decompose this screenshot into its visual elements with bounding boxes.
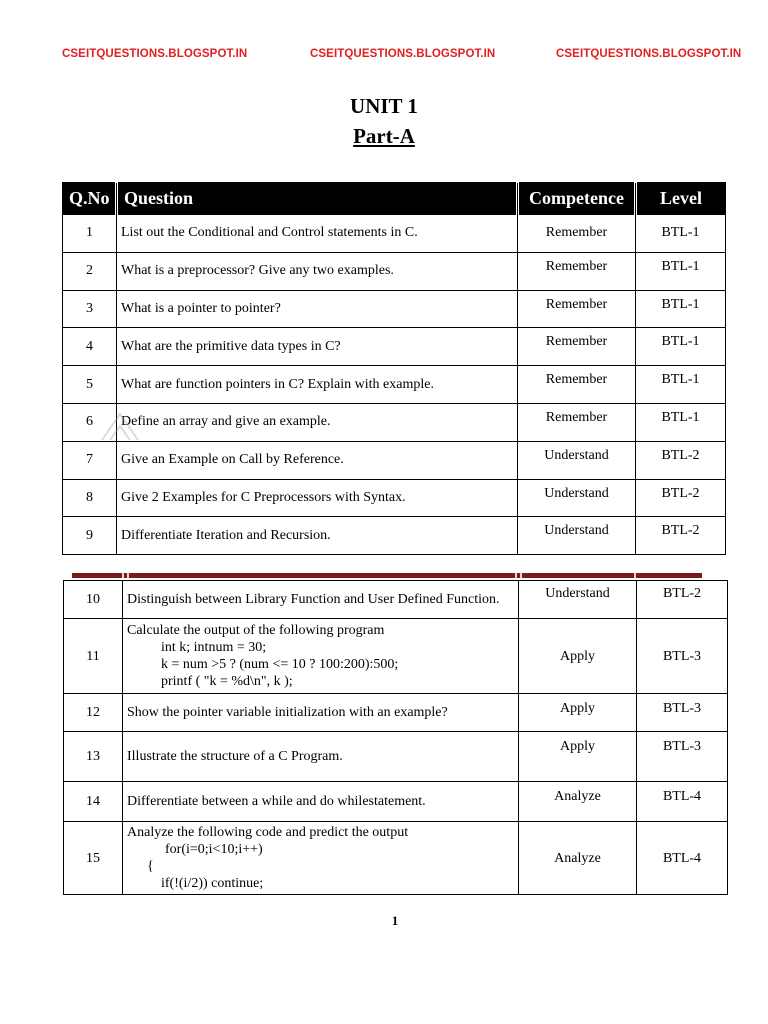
competence-cell: Remember [518, 328, 636, 366]
table-row [63, 479, 726, 517]
table-row [63, 215, 726, 253]
question-cell [123, 782, 519, 822]
question-text: What are function pointers in C? Explain with example. [117, 366, 518, 404]
question-text: Give an Example on Call by Reference. [117, 441, 518, 479]
page-number: 1 [391, 913, 399, 928]
header-question: Question [117, 183, 518, 215]
question-text: Analyze the following code and predict the output [127, 825, 409, 840]
question-text: Differentiate between a while and do whilestatement. [127, 794, 426, 809]
level-cell: BTL-1 [636, 290, 726, 328]
question-number: 14 [64, 782, 123, 822]
unit-title: UNIT 1 [350, 94, 418, 118]
competence-cell: Apply [519, 619, 637, 694]
question-number: 15 [64, 822, 123, 895]
question-text: Define an array and give an example. [117, 403, 518, 441]
competence-cell: Analyze [519, 782, 637, 822]
level-cell: BTL-2 [636, 479, 726, 517]
competence-cell: Analyze [519, 822, 637, 895]
level-cell: BTL-1 [636, 403, 726, 441]
question-text: Illustrate the structure of a C Program. [127, 749, 343, 764]
header-link[interactable]: CSEITQUESTIONS.BLOGSPOT.IN [556, 48, 742, 60]
questions-table-part1 [62, 182, 726, 555]
competence-cell: Apply [519, 732, 637, 782]
table-row [64, 581, 728, 619]
competence-cell: Remember [518, 215, 636, 253]
header-qno: Q.No [63, 183, 117, 215]
table-row [64, 782, 728, 822]
level-cell: BTL-2 [637, 581, 728, 619]
level-cell: BTL-1 [636, 215, 726, 253]
competence-cell: Remember [518, 366, 636, 404]
header-link[interactable]: CSEITQUESTIONS.BLOGSPOT.IN [62, 48, 248, 60]
level-cell: BTL-3 [637, 732, 728, 782]
table-row [64, 619, 728, 694]
questions-table-part2 [63, 580, 728, 895]
question-text: Give 2 Examples for C Preprocessors with Syntax. [117, 479, 518, 517]
table-row [63, 328, 726, 366]
part-title: Part-A [353, 124, 415, 148]
question-text: List out the Conditional and Control statements in C. [117, 215, 518, 253]
level-cell: BTL-2 [636, 517, 726, 555]
question-text: Calculate the output of the following program [127, 623, 385, 638]
table-row [63, 290, 726, 328]
header-link[interactable]: CSEITQUESTIONS.BLOGSPOT.IN [310, 48, 496, 60]
competence-cell: Understand [518, 517, 636, 555]
table-row [64, 732, 728, 782]
competence-cell: Remember [518, 290, 636, 328]
level-cell: BTL-4 [637, 822, 728, 895]
question-number: 4 [63, 328, 117, 366]
level-cell: BTL-2 [636, 441, 726, 479]
question-number: 2 [63, 252, 117, 290]
table-row [63, 252, 726, 290]
question-cell [123, 619, 519, 694]
code-line: if(!(i/2)) continue; [161, 876, 264, 891]
question-text: Show the pointer variable initialization with an example? [127, 705, 448, 720]
question-number: 13 [64, 732, 123, 782]
table-row [63, 403, 726, 441]
competence-cell: Understand [518, 479, 636, 517]
competence-cell: Remember [518, 403, 636, 441]
code-line: { [147, 859, 154, 874]
table-row [64, 694, 728, 732]
table-header-row [63, 183, 726, 215]
question-cell [123, 732, 519, 782]
table-row [63, 366, 726, 404]
question-text: Distinguish between Library Function and User Defined Function. [127, 592, 500, 607]
level-cell: BTL-1 [636, 366, 726, 404]
level-cell: BTL-4 [637, 782, 728, 822]
question-number: 9 [63, 517, 117, 555]
competence-cell: Remember [518, 252, 636, 290]
level-cell: BTL-1 [636, 252, 726, 290]
question-text: What is a pointer to pointer? [117, 290, 518, 328]
question-number: 11 [64, 619, 123, 694]
header-links [0, 48, 768, 64]
question-text: Differentiate Iteration and Recursion. [117, 517, 518, 555]
table-row [64, 822, 728, 895]
question-number: 1 [63, 215, 117, 253]
question-number: 12 [64, 694, 123, 732]
question-text: What is a preprocessor? Give any two examples. [117, 252, 518, 290]
level-cell: BTL-3 [637, 694, 728, 732]
question-cell [123, 581, 519, 619]
level-cell: BTL-3 [637, 619, 728, 694]
question-number: 10 [64, 581, 123, 619]
page-divider-bar [72, 573, 702, 578]
code-line: k = num >5 ? (num <= 10 ? 100:200):500; [161, 657, 399, 672]
question-number: 3 [63, 290, 117, 328]
competence-cell: Apply [519, 694, 637, 732]
code-line: printf ( "k = %d\n", k ); [161, 674, 293, 689]
code-line: for(i=0;i<10;i++) [165, 842, 263, 857]
question-number: 8 [63, 479, 117, 517]
code-line: int k; intnum = 30; [161, 640, 267, 655]
level-cell: BTL-1 [636, 328, 726, 366]
header-level: Level [636, 183, 726, 215]
question-number: 5 [63, 366, 117, 404]
question-text: What are the primitive data types in C? [117, 328, 518, 366]
question-cell [123, 694, 519, 732]
watermark-mark [100, 410, 140, 450]
competence-cell: Understand [518, 441, 636, 479]
question-number: 7 [63, 441, 117, 479]
header-competence: Competence [518, 183, 636, 215]
table-row [63, 441, 726, 479]
question-cell [123, 822, 519, 895]
competence-cell: Understand [519, 581, 637, 619]
table-row [63, 517, 726, 555]
question-number: 6 [63, 403, 117, 441]
